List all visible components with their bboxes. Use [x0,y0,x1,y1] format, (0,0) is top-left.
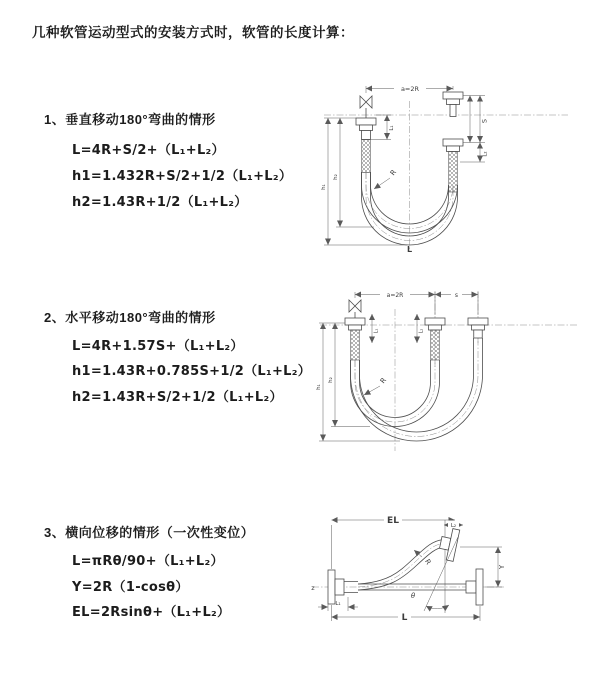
dim-fitting-left-label: L₁ [373,328,380,334]
right-moving-fitting-upper [443,92,463,117]
dim-length-label: L [406,245,413,254]
dim-fitting-right-label: L₂ [482,151,489,157]
dimensions [321,84,489,254]
left-fixed-fitting [356,118,376,173]
section-2-formula-h2: h2=1.43R+S/2+1/2（L₁+L₂） [72,390,283,405]
dim-height-inner-label: h₂ [328,377,334,383]
dim-effective-length-label: EL [387,516,399,526]
dim-radius-label: R [378,376,389,386]
dim-length-label: L [401,613,408,623]
dim-span-label: a=2R [386,292,404,299]
section-2-formula-h1: h1=1.43R+0.785S+1/2（L₁+L₂） [72,364,312,379]
dim-fitting-right-label: L₂ [418,328,425,334]
diagram-horizontal-u-bend [310,285,590,460]
valve-symbol [360,96,372,118]
right-fitting-position-2 [468,318,488,338]
dim-height-outer-label: h₁ [316,384,322,390]
valve-symbol [349,300,361,318]
dim-fitting-top-label: L₂ [450,523,457,529]
centerline-break-mark: z [311,584,315,592]
hose-s-curve [358,540,446,591]
page-title: 几种软管运动型式的安装方式时，软管的长度计算： [32,25,354,40]
dim-angle-label: θ [410,592,416,600]
section-3-formula-Y: Y=2R（1-cosθ） [72,580,189,595]
left-fixed-fitting [345,318,365,360]
dim-radius-label: R [388,168,399,178]
section-1-formula-h2: h2=1.43R+1/2（L₁+L₂） [72,195,248,210]
dim-fitting-left-label: L₁ [335,601,341,607]
centerlines [312,520,504,613]
section-1-formula-h1: h1=1.432R+S/2+1/2（L₁+L₂） [72,169,293,184]
section-2-formula-L: L=4R+1.57S+（L₁+L₂） [72,339,244,354]
dim-fitting-left-label: L₁ [389,125,395,131]
section-1-formula-L: L=4R+S/2+（L₁+L₂） [72,143,225,158]
upper-flange-displaced [437,527,459,562]
dim-span-label: a=2R [400,85,420,93]
centerlines [320,291,578,451]
right-flange-original [466,569,483,605]
right-moving-fitting-lower [443,139,463,192]
dim-radius-label: R [423,557,433,567]
section-3-formula-EL: EL=2Rsinθ+（L₁+L₂） [72,605,231,620]
dim-height-inner-label: h₂ [333,174,339,180]
section-3-formula-L: L=πRθ/90+（L₁+L₂） [72,554,224,569]
dim-travel-label: S [480,118,489,124]
diagram-lateral-offset [300,505,600,645]
hose-curves [351,338,483,441]
middle-fitting-position-1 [425,318,445,360]
section-3-heading: 3、横向位移的情形（一次性变位） [44,525,255,540]
dim-travel-label: s [454,292,459,299]
section-1-heading: 1、垂直移动180°弯曲的情形 [44,112,216,127]
diagram-vertical-u-bend [310,75,590,255]
dim-height-outer-label: h₁ [321,184,327,190]
dim-offset-label: Y [498,564,506,570]
section-2-heading: 2、水平移动180°弯曲的情形 [44,310,216,325]
